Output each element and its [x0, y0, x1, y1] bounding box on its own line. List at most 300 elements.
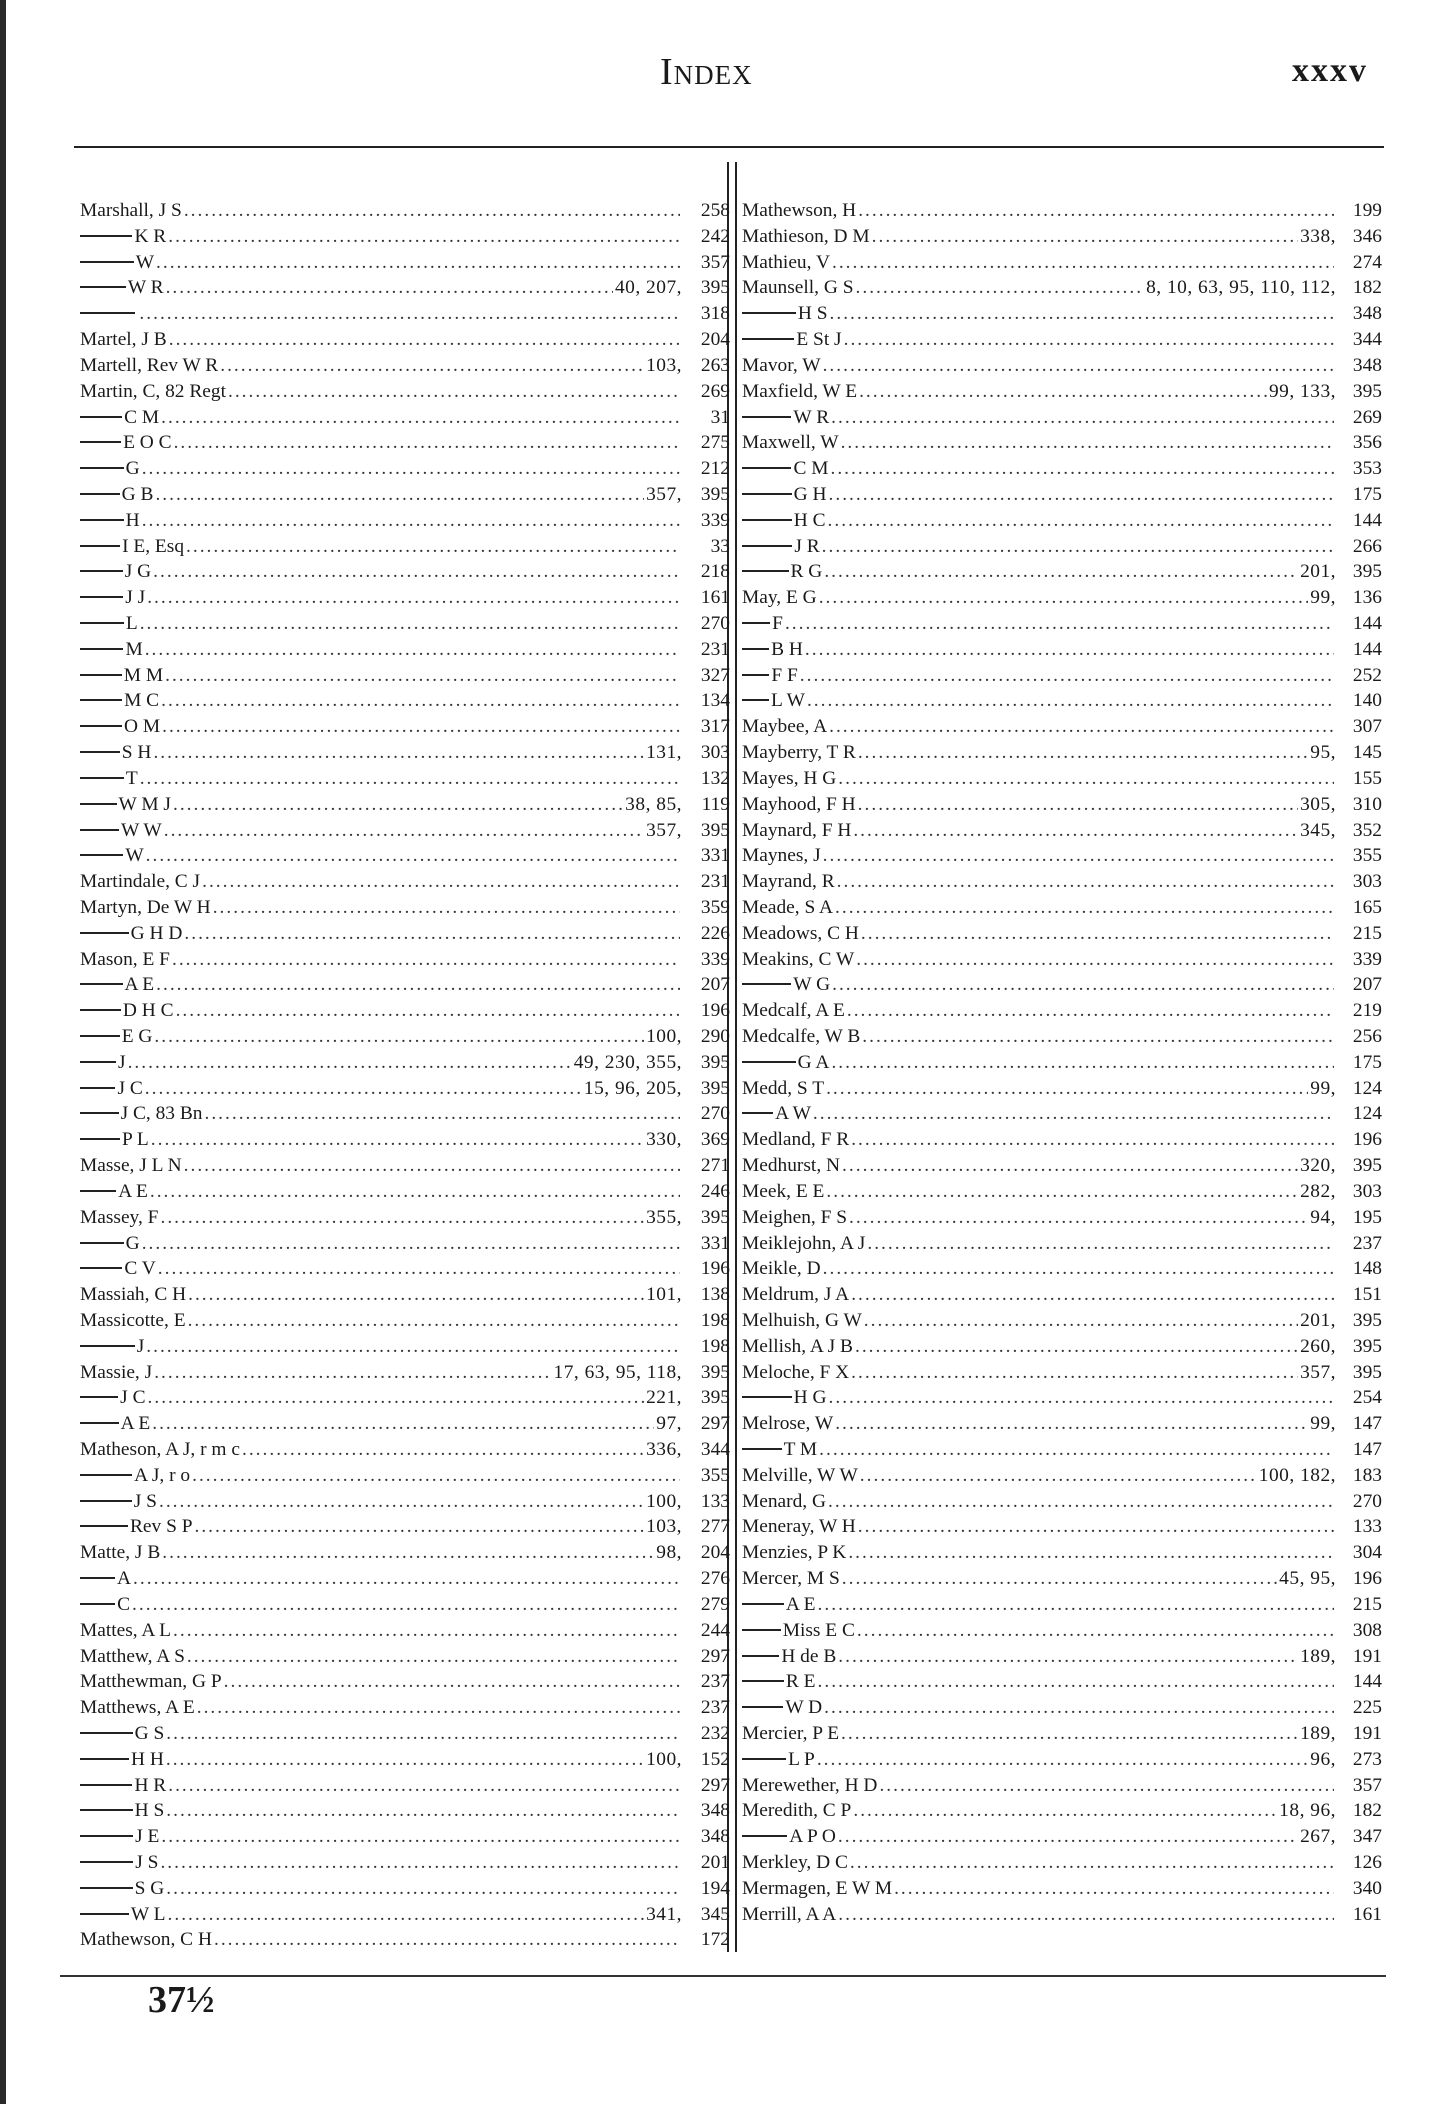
leader-dots	[805, 637, 1334, 663]
index-entry	[80, 1644, 730, 1670]
entry-extra-pages: 100,	[646, 1748, 682, 1770]
entry-name: Mattes, A L	[80, 1619, 172, 1641]
entry-name: Matte, J B	[80, 1542, 161, 1564]
leader-dots	[850, 1850, 1334, 1876]
index-entry	[742, 1695, 1382, 1721]
entry-page-number: 138	[700, 1284, 730, 1306]
leader-dots	[835, 1411, 1308, 1437]
entry-name: G	[125, 1232, 140, 1254]
entry-page-number: 225	[1352, 1697, 1382, 1719]
index-entry	[742, 430, 1382, 456]
entry-page-number: 359	[700, 896, 730, 918]
entry-page-number: 215	[1352, 1593, 1382, 1615]
entry-name: Mavor, W	[742, 354, 821, 376]
entry-extra-pages: 320,	[1300, 1155, 1336, 1177]
leader-dots	[818, 1592, 1334, 1618]
leader-dots	[146, 1334, 680, 1360]
index-entry	[80, 740, 730, 766]
entry-page-number: 199	[1352, 200, 1382, 221]
entry-name: Mathewson, H	[742, 200, 857, 221]
entry-name: Meighen, F S	[742, 1206, 848, 1228]
ditto-dash	[742, 467, 791, 469]
entry-name: Matthews, A E	[80, 1697, 195, 1719]
ditto-dash	[80, 416, 122, 418]
entry-name: H S	[797, 303, 828, 325]
entry-page-number: 263	[700, 354, 730, 376]
ditto-dash	[80, 312, 135, 314]
entry-name: T	[125, 767, 138, 789]
index-entry	[742, 740, 1382, 766]
index-entry	[742, 1514, 1382, 1540]
entry-extra-pages: 189,	[1300, 1645, 1336, 1667]
entry-page-number: 144	[1352, 1671, 1382, 1693]
leader-dots	[128, 1050, 572, 1076]
entry-page-number: 308	[1352, 1619, 1382, 1641]
ditto-dash	[80, 1758, 129, 1760]
leader-dots	[140, 766, 680, 792]
entry-page-number: 395	[700, 1206, 730, 1228]
index-entry	[742, 1179, 1382, 1205]
entry-page-number: 144	[1352, 638, 1382, 660]
ditto-dash	[80, 1345, 135, 1347]
ditto-dash	[80, 467, 124, 469]
entry-name: Merkley, D C	[742, 1852, 848, 1873]
leader-dots	[188, 1282, 644, 1308]
leader-dots	[879, 1773, 1334, 1799]
entry-name: Massicotte, E	[80, 1309, 186, 1331]
leader-dots	[160, 1850, 680, 1876]
entry-extra-pages: 330,	[646, 1129, 682, 1151]
index-entry	[80, 1876, 730, 1902]
entry-name: W	[125, 845, 144, 867]
index-entry	[80, 250, 730, 276]
leader-dots	[838, 1824, 1298, 1850]
page-title: Index	[660, 51, 753, 93]
entry-page-number: 395	[1352, 1309, 1382, 1331]
index-entry	[80, 1205, 730, 1231]
ditto-dash	[80, 596, 123, 598]
leader-dots	[152, 1411, 654, 1437]
ditto-dash	[742, 1061, 796, 1063]
entry-name: O M	[124, 716, 161, 738]
entry-page-number: 196	[700, 1000, 730, 1022]
entry-page-number: 269	[1352, 406, 1382, 428]
index-entry	[80, 921, 730, 947]
entry-name: Mathieson, D M	[742, 225, 870, 247]
index-entry	[742, 1101, 1382, 1127]
entry-page-number: 270	[700, 1103, 730, 1125]
entry-page-number: 369	[700, 1129, 730, 1151]
entry-page-number: 175	[1352, 483, 1382, 505]
ditto-dash	[80, 1525, 128, 1527]
entry-page-number: 344	[700, 1439, 730, 1460]
index-entry	[742, 559, 1382, 585]
entry-extra-pages: 96,	[1310, 1748, 1336, 1770]
leader-dots	[166, 1721, 680, 1747]
ditto-dash	[80, 1035, 120, 1037]
index-entry	[742, 766, 1382, 792]
entry-name: H de B	[781, 1645, 837, 1667]
index-entry	[80, 1360, 730, 1386]
entry-page-number: 395	[700, 277, 730, 299]
entry-name: G H D	[130, 922, 183, 944]
ditto-dash	[80, 699, 122, 701]
entry-name: Mathieu, V	[742, 251, 830, 273]
index-entry	[742, 947, 1382, 973]
entry-name: E G	[121, 1026, 153, 1047]
leader-dots	[835, 895, 1334, 921]
index-entry	[742, 456, 1382, 482]
entry-name: Mermagen, E W M	[742, 1877, 893, 1899]
entry-extra-pages: 99,	[1310, 587, 1336, 609]
entry-page-number: 270	[700, 613, 730, 634]
entry-name: K R	[134, 225, 167, 247]
entry-page-number: 191	[1352, 1645, 1382, 1667]
entry-page-number: 196	[1352, 1129, 1382, 1151]
leader-dots	[853, 1798, 1277, 1824]
entry-name: Medcalfe, W B	[742, 1026, 861, 1047]
leader-dots	[192, 1463, 680, 1489]
entry-page-number: 339	[700, 509, 730, 531]
entry-name: E St J	[796, 329, 842, 351]
index-entry	[80, 1824, 730, 1850]
ditto-dash	[80, 1396, 118, 1398]
leader-dots	[823, 843, 1334, 869]
entry-name: Melrose, W	[742, 1413, 834, 1435]
entry-name: J	[136, 1335, 145, 1357]
entry-name: C	[117, 1593, 131, 1615]
index-entry	[80, 1850, 730, 1876]
entry-name: A J, r o	[134, 1464, 191, 1486]
index-entry	[80, 998, 730, 1024]
leader-dots	[158, 1256, 680, 1282]
leader-dots	[829, 482, 1335, 508]
index-entry	[742, 1282, 1382, 1308]
entry-name: B H	[771, 638, 803, 660]
entry-name: Mercer, M S	[742, 1568, 840, 1590]
entry-page-number: 303	[1352, 871, 1382, 893]
entry-name: R E	[785, 1671, 816, 1693]
leader-dots	[858, 1514, 1334, 1540]
leader-dots	[150, 1179, 680, 1205]
entry-name: S G	[134, 1877, 165, 1899]
entry-page-number: 151	[1352, 1284, 1382, 1306]
entry-name: G A	[797, 1051, 830, 1073]
ditto-dash	[80, 493, 120, 495]
index-entry	[80, 508, 730, 534]
index-entry	[80, 792, 730, 818]
leader-dots	[186, 534, 680, 560]
leader-dots	[159, 1489, 644, 1515]
ditto-dash	[742, 1706, 783, 1708]
entry-name: J	[118, 1051, 126, 1073]
entry-page-number: 201	[700, 1852, 730, 1873]
entry-name: P L	[122, 1129, 149, 1151]
entry-page-number: 331	[700, 1232, 730, 1254]
entry-extra-pages: 8, 10, 63, 95, 110, 112,	[1146, 277, 1336, 299]
ditto-dash	[742, 338, 794, 340]
entry-page-number: 345	[700, 1903, 730, 1925]
index-entry	[742, 1592, 1382, 1618]
index-entry	[742, 1850, 1382, 1876]
entry-name: A	[117, 1568, 132, 1590]
entry-name: C M	[124, 406, 160, 428]
ditto-dash	[80, 1190, 116, 1192]
entry-page-number: 277	[700, 1516, 730, 1538]
ditto-dash	[80, 1913, 129, 1915]
entry-name: A E	[118, 1180, 148, 1202]
entry-page-number: 175	[1352, 1051, 1382, 1073]
entry-name: Massey, F	[80, 1206, 159, 1228]
entry-name: Merewether, H D	[742, 1774, 878, 1796]
ditto-dash	[742, 648, 769, 650]
ditto-dash	[80, 286, 126, 288]
leader-dots	[837, 869, 1334, 895]
entry-page-number: 348	[700, 1826, 730, 1848]
entry-page-number: 133	[700, 1490, 730, 1512]
entry-page-number: 242	[700, 225, 730, 247]
entry-name: F	[772, 613, 783, 634]
entry-name: H R	[134, 1774, 167, 1796]
leader-dots	[142, 508, 680, 534]
header-rule	[74, 146, 1384, 148]
entry-page-number: 256	[1352, 1026, 1382, 1047]
ditto-dash	[80, 1577, 115, 1579]
entry-extra-pages: 345,	[1300, 819, 1336, 841]
entry-page-number: 357	[700, 251, 730, 273]
entry-page-number: 310	[1352, 793, 1382, 815]
ditto-dash	[80, 441, 121, 443]
ditto-dash	[80, 983, 123, 985]
leader-dots	[151, 1127, 644, 1153]
index-entry	[742, 1773, 1382, 1799]
ditto-dash	[80, 1138, 120, 1140]
entry-page-number: 140	[1352, 690, 1382, 712]
entry-name: G S	[134, 1722, 165, 1744]
entry-page-number: 303	[700, 742, 730, 764]
leader-dots	[161, 688, 680, 714]
entry-name: Mayhood, F H	[742, 793, 856, 815]
entry-extra-pages: 267,	[1300, 1826, 1336, 1848]
entry-name: C V	[124, 1258, 156, 1280]
index-entry	[742, 1798, 1382, 1824]
index-entry	[742, 327, 1382, 353]
index-entry	[742, 1489, 1382, 1515]
index-entry	[80, 585, 730, 611]
index-entry	[742, 1127, 1382, 1153]
entry-name: L	[125, 613, 138, 634]
entry-page-number: 219	[1352, 1000, 1382, 1022]
leader-dots	[155, 482, 644, 508]
entry-page-number: 275	[700, 432, 730, 454]
leader-dots	[214, 1927, 680, 1953]
index-entry	[80, 456, 730, 482]
leader-dots	[830, 456, 1334, 482]
entry-name: R G	[790, 561, 823, 583]
index-entry	[80, 1076, 730, 1102]
index-entry	[80, 1747, 730, 1773]
entry-page-number: 212	[700, 458, 730, 480]
index-entry	[742, 972, 1382, 998]
index-entry	[742, 1076, 1382, 1102]
leader-dots	[139, 301, 680, 327]
entry-page-number: 258	[700, 200, 730, 221]
entry-page-number: 290	[700, 1026, 730, 1047]
leader-dots	[824, 559, 1298, 585]
entry-name: A E	[785, 1593, 816, 1615]
ditto-dash	[742, 312, 796, 314]
entry-page-number: 348	[700, 1800, 730, 1822]
entry-page-number: 196	[1352, 1568, 1382, 1590]
entry-name: Maynard, F H	[742, 819, 852, 841]
ditto-dash	[80, 1500, 132, 1502]
leader-dots	[194, 1514, 644, 1540]
entry-page-number: 191	[1352, 1722, 1382, 1744]
entry-name: Mellish, A J B	[742, 1335, 853, 1357]
entry-name: H G	[793, 1387, 827, 1409]
entry-page-number: 232	[700, 1722, 730, 1744]
ditto-dash	[80, 1474, 132, 1476]
entry-page-number: 198	[700, 1309, 730, 1331]
leader-dots	[842, 1153, 1298, 1179]
ditto-dash	[742, 1629, 781, 1631]
entry-page-number: 353	[1352, 458, 1382, 480]
entry-page-number: 195	[1352, 1206, 1382, 1228]
index-entry	[742, 869, 1382, 895]
entry-page-number: 357	[1352, 1774, 1382, 1796]
index-entry	[742, 1308, 1382, 1334]
entry-page-number: 124	[1352, 1077, 1382, 1099]
entry-page-number: 395	[700, 1077, 730, 1099]
leader-dots	[173, 1618, 680, 1644]
entry-page-number: 395	[700, 1051, 730, 1073]
entry-name: W L	[130, 1903, 166, 1925]
entry-name: F F	[771, 664, 798, 686]
entry-extra-pages: 99,	[1310, 1077, 1336, 1099]
entry-page-number: 395	[1352, 1155, 1382, 1177]
entry-page-number: 395	[700, 483, 730, 505]
entry-name: Maynes, J	[742, 845, 821, 867]
index-entry	[742, 1540, 1382, 1566]
leader-dots	[173, 792, 623, 818]
ditto-dash	[742, 1835, 787, 1837]
leader-dots	[823, 1256, 1334, 1282]
leader-dots	[168, 1902, 645, 1928]
entry-name: H S	[134, 1800, 165, 1822]
ditto-dash	[80, 1267, 122, 1269]
leader-dots	[831, 405, 1334, 431]
entry-page-number: 152	[700, 1748, 730, 1770]
leader-dots	[851, 1282, 1334, 1308]
entry-extra-pages: 100,	[646, 1026, 682, 1047]
entry-page-number: 395	[1352, 1335, 1382, 1357]
ditto-dash	[80, 1784, 132, 1786]
entry-name: H C	[793, 509, 826, 531]
entry-page-number: 297	[700, 1774, 730, 1796]
entry-page-number: 133	[1352, 1516, 1382, 1538]
entry-extra-pages: 45, 95,	[1279, 1568, 1336, 1590]
entry-name: W G	[793, 974, 831, 996]
entry-name: Medcalf, A E	[742, 1000, 845, 1022]
entry-name: L P	[788, 1748, 815, 1770]
ditto-dash	[80, 725, 122, 727]
leader-dots	[838, 1902, 1334, 1928]
entry-name: Meade, S A	[742, 896, 834, 918]
index-column-right	[742, 198, 1382, 1927]
entry-extra-pages: 100, 182,	[1258, 1464, 1336, 1486]
leader-dots	[851, 1127, 1334, 1153]
ditto-dash	[80, 1809, 133, 1811]
index-entry	[80, 947, 730, 973]
index-entry	[742, 1334, 1382, 1360]
entry-name: May, E G	[742, 587, 817, 609]
leader-dots	[156, 972, 680, 998]
index-entry	[742, 792, 1382, 818]
entry-name: Medd, S T	[742, 1077, 825, 1099]
entry-name: J S	[135, 1852, 159, 1873]
entry-page-number: 132	[700, 767, 730, 789]
entry-page-number: 226	[700, 922, 730, 944]
ditto-dash	[742, 1680, 784, 1682]
leader-dots	[161, 1824, 680, 1850]
entry-page-number: 347	[1352, 1826, 1382, 1848]
index-entry	[80, 430, 730, 456]
index-entry	[80, 1256, 730, 1282]
entry-page-number: 269	[700, 380, 730, 402]
entry-name: Massiah, C H	[80, 1284, 187, 1306]
leader-dots	[859, 379, 1267, 405]
entry-page-number: 303	[1352, 1180, 1382, 1202]
index-entry	[80, 1927, 730, 1953]
entry-page-number: 196	[700, 1258, 730, 1280]
entry-name: Martel, J B	[80, 329, 167, 351]
entry-name: H	[125, 509, 140, 531]
leader-dots	[856, 947, 1334, 973]
index-entry	[742, 1256, 1382, 1282]
entry-page-number: 182	[1352, 1800, 1382, 1822]
entry-page-number: 339	[1352, 948, 1382, 970]
leader-dots	[819, 585, 1309, 611]
entry-extra-pages: 131,	[646, 742, 682, 764]
entry-extra-pages: 95,	[1310, 742, 1336, 764]
entry-name: Melville, W W	[742, 1464, 858, 1486]
entry-page-number: 231	[700, 871, 730, 893]
entry-page-number: 165	[1352, 896, 1382, 918]
ditto-dash	[742, 519, 792, 521]
entry-page-number: 198	[700, 1335, 730, 1357]
index-entry	[742, 637, 1382, 663]
entry-extra-pages: 201,	[1300, 561, 1336, 583]
leader-dots	[188, 1308, 680, 1334]
leader-dots	[162, 1540, 654, 1566]
index-entry	[80, 869, 730, 895]
entry-name: J G	[124, 561, 152, 583]
entry-extra-pages: 357,	[1300, 1361, 1336, 1383]
index-entry	[80, 1592, 730, 1618]
entry-page-number: 348	[1352, 354, 1382, 376]
index-entry	[80, 895, 730, 921]
leader-dots	[147, 585, 680, 611]
index-entry	[80, 1308, 730, 1334]
index-entry	[742, 1644, 1382, 1670]
entry-page-number: 395	[1352, 1361, 1382, 1383]
entry-name: Miss E C	[782, 1619, 855, 1641]
entry-page-number: 252	[1352, 664, 1382, 686]
leader-dots	[224, 1669, 680, 1695]
entry-page-number: 161	[1352, 1903, 1382, 1925]
index-entry	[80, 275, 730, 301]
ditto-dash	[742, 674, 769, 676]
